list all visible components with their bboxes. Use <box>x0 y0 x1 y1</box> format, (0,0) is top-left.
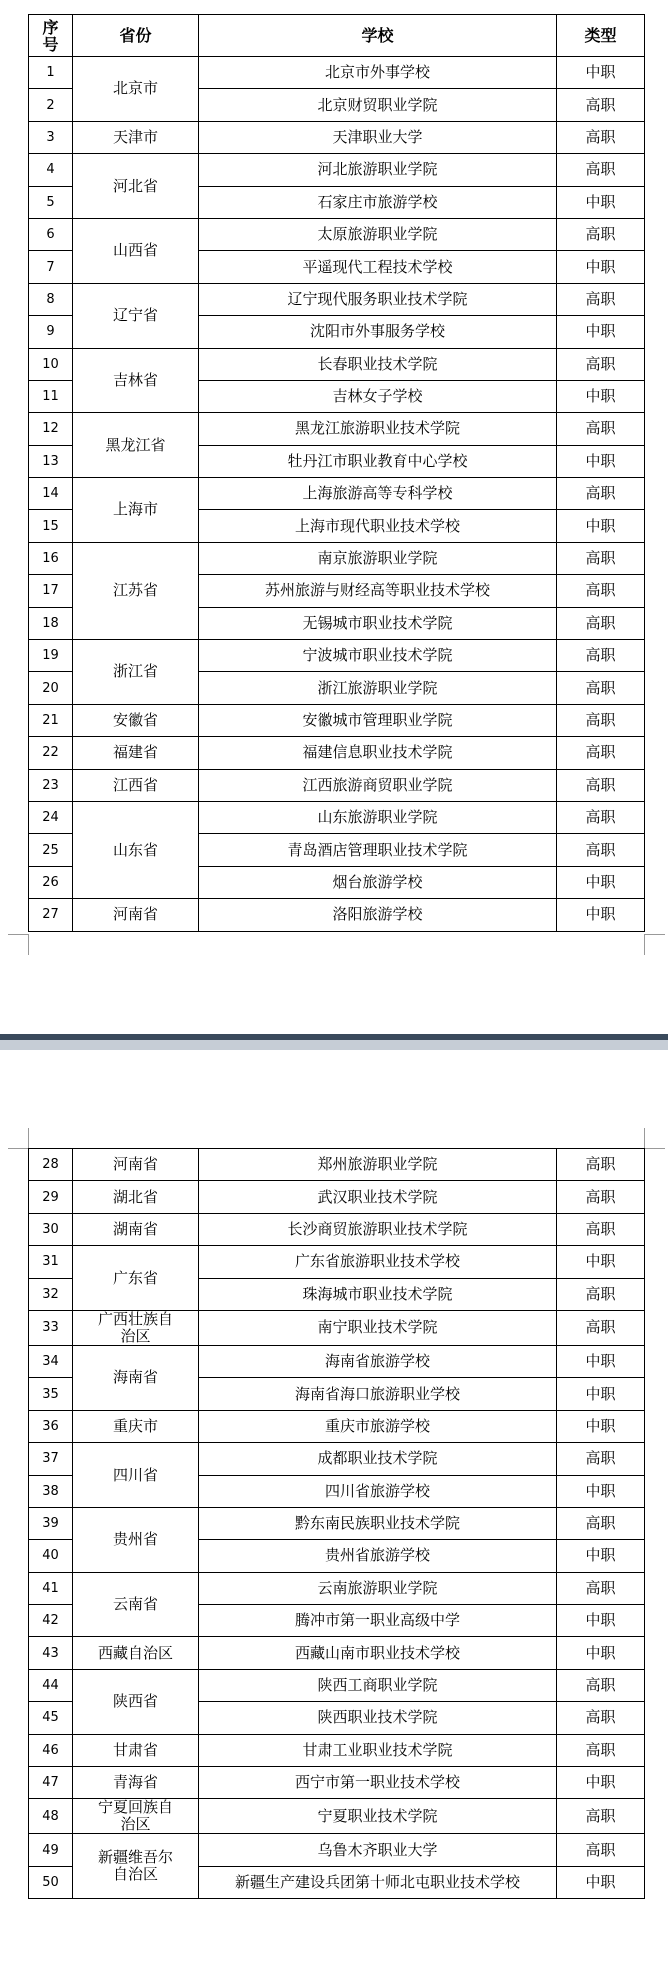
row-index: 15 <box>29 510 73 542</box>
table-row <box>29 1507 645 1539</box>
school-type: 高职 <box>557 640 645 672</box>
province-cell: 贵州省 <box>73 1507 199 1572</box>
crop-mark <box>644 934 665 955</box>
school-type: 高职 <box>557 1669 645 1701</box>
row-index: 40 <box>29 1540 73 1572</box>
province-cell: 广东省 <box>73 1246 199 1311</box>
row-index: 25 <box>29 834 73 866</box>
school-name: 江西旅游商贸职业学院 <box>199 769 557 801</box>
school-name: 南京旅游职业学院 <box>199 542 557 574</box>
row-index: 11 <box>29 380 73 412</box>
province-cell: 云南省 <box>73 1572 199 1637</box>
school-name: 辽宁现代服务职业技术学院 <box>199 283 557 315</box>
school-type: 中职 <box>557 1767 645 1799</box>
row-index: 21 <box>29 704 73 736</box>
row-index: 27 <box>29 899 73 931</box>
table-row <box>29 1669 645 1701</box>
row-index: 28 <box>29 1149 73 1181</box>
table-row <box>29 640 645 672</box>
row-index: 16 <box>29 542 73 574</box>
table-row <box>29 413 645 445</box>
school-name: 平遥现代工程技术学校 <box>199 251 557 283</box>
school-type: 高职 <box>557 834 645 866</box>
table-header-row <box>29 15 645 57</box>
header-school: 学校 <box>199 15 557 57</box>
school-type: 高职 <box>557 218 645 250</box>
school-name: 南宁职业技术学院 <box>199 1310 557 1345</box>
school-type: 高职 <box>557 1734 645 1766</box>
row-index: 31 <box>29 1246 73 1278</box>
school-name: 黔东南民族职业技术学院 <box>199 1507 557 1539</box>
school-name: 山东旅游职业学院 <box>199 801 557 833</box>
table-row <box>29 1834 645 1866</box>
province-cell: 甘肃省 <box>73 1734 199 1766</box>
school-name: 上海旅游高等专科学校 <box>199 478 557 510</box>
row-index: 41 <box>29 1572 73 1604</box>
table-row <box>29 1767 645 1799</box>
school-name: 河北旅游职业学院 <box>199 154 557 186</box>
school-name: 陕西职业技术学院 <box>199 1702 557 1734</box>
row-index: 37 <box>29 1443 73 1475</box>
row-index: 24 <box>29 801 73 833</box>
row-index: 30 <box>29 1213 73 1245</box>
table-row <box>29 121 645 153</box>
school-name: 安徽城市管理职业学院 <box>199 704 557 736</box>
table-row <box>29 1149 645 1181</box>
row-index: 18 <box>29 607 73 639</box>
province-cell: 河南省 <box>73 899 199 931</box>
school-type: 高职 <box>557 737 645 769</box>
row-index: 7 <box>29 251 73 283</box>
school-type: 高职 <box>557 801 645 833</box>
school-name: 西藏山南市职业技术学校 <box>199 1637 557 1669</box>
table-row <box>29 704 645 736</box>
school-name: 北京市外事学校 <box>199 57 557 89</box>
row-index: 20 <box>29 672 73 704</box>
school-name: 海南省旅游学校 <box>199 1345 557 1377</box>
table-row <box>29 769 645 801</box>
school-type: 高职 <box>557 672 645 704</box>
school-name: 腾冲市第一职业高级中学 <box>199 1605 557 1637</box>
school-type: 高职 <box>557 1572 645 1604</box>
province-cell: 西藏自治区 <box>73 1637 199 1669</box>
school-type: 高职 <box>557 1507 645 1539</box>
table-row <box>29 737 645 769</box>
school-type: 高职 <box>557 607 645 639</box>
province-cell: 河北省 <box>73 154 199 219</box>
table-row <box>29 57 645 89</box>
school-type: 中职 <box>557 899 645 931</box>
province-cell: 青海省 <box>73 1767 199 1799</box>
row-index: 46 <box>29 1734 73 1766</box>
province-cell: 陕西省 <box>73 1669 199 1734</box>
school-type: 中职 <box>557 510 645 542</box>
table-row <box>29 218 645 250</box>
province-cell: 重庆市 <box>73 1410 199 1442</box>
row-index: 33 <box>29 1310 73 1345</box>
school-name: 苏州旅游与财经高等职业技术学校 <box>199 575 557 607</box>
school-type: 高职 <box>557 575 645 607</box>
school-type: 中职 <box>557 316 645 348</box>
row-index: 47 <box>29 1767 73 1799</box>
school-name: 太原旅游职业学院 <box>199 218 557 250</box>
row-index: 5 <box>29 186 73 218</box>
school-type: 高职 <box>557 1702 645 1734</box>
school-type: 中职 <box>557 1540 645 1572</box>
header-index: 序号 <box>29 15 73 57</box>
province-cell: 宁夏回族自治区 <box>73 1799 199 1834</box>
table-row <box>29 1799 645 1834</box>
province-cell: 江苏省 <box>73 542 199 639</box>
school-type: 中职 <box>557 445 645 477</box>
table-row <box>29 1637 645 1669</box>
row-index: 44 <box>29 1669 73 1701</box>
school-name: 宁波城市职业技术学院 <box>199 640 557 672</box>
province-cell: 河南省 <box>73 1149 199 1181</box>
row-index: 32 <box>29 1278 73 1310</box>
province-cell: 山西省 <box>73 218 199 283</box>
row-index: 10 <box>29 348 73 380</box>
province-cell: 上海市 <box>73 478 199 543</box>
table-row <box>29 1213 645 1245</box>
school-name: 吉林女子学校 <box>199 380 557 412</box>
province-cell: 浙江省 <box>73 640 199 705</box>
table-row <box>29 801 645 833</box>
table-row <box>29 899 645 931</box>
school-table-page1 <box>28 14 645 932</box>
school-type: 高职 <box>557 413 645 445</box>
school-name: 四川省旅游学校 <box>199 1475 557 1507</box>
school-type: 高职 <box>557 478 645 510</box>
school-name: 珠海城市职业技术学院 <box>199 1278 557 1310</box>
school-type: 高职 <box>557 1310 645 1345</box>
school-type: 中职 <box>557 1246 645 1278</box>
province-cell: 辽宁省 <box>73 283 199 348</box>
school-type: 高职 <box>557 89 645 121</box>
school-type: 高职 <box>557 542 645 574</box>
row-index: 14 <box>29 478 73 510</box>
province-cell: 北京市 <box>73 57 199 122</box>
row-index: 3 <box>29 121 73 153</box>
row-index: 8 <box>29 283 73 315</box>
row-index: 23 <box>29 769 73 801</box>
school-type: 中职 <box>557 1410 645 1442</box>
school-type: 中职 <box>557 1345 645 1377</box>
row-index: 6 <box>29 218 73 250</box>
row-index: 42 <box>29 1605 73 1637</box>
school-type: 中职 <box>557 380 645 412</box>
province-cell: 吉林省 <box>73 348 199 413</box>
school-name: 上海市现代职业技术学校 <box>199 510 557 542</box>
table-row <box>29 283 645 315</box>
school-name: 长沙商贸旅游职业技术学院 <box>199 1213 557 1245</box>
province-cell: 湖北省 <box>73 1181 199 1213</box>
school-name: 宁夏职业技术学院 <box>199 1799 557 1834</box>
table-row <box>29 1310 645 1345</box>
school-name: 沈阳市外事服务学校 <box>199 316 557 348</box>
school-type: 高职 <box>557 1181 645 1213</box>
table-row <box>29 1181 645 1213</box>
province-cell: 山东省 <box>73 801 199 898</box>
school-name: 天津职业大学 <box>199 121 557 153</box>
school-name: 云南旅游职业学院 <box>199 1572 557 1604</box>
school-name: 无锡城市职业技术学院 <box>199 607 557 639</box>
table-row <box>29 1443 645 1475</box>
header-province: 省份 <box>73 15 199 57</box>
school-name: 黑龙江旅游职业技术学院 <box>199 413 557 445</box>
row-index: 2 <box>29 89 73 121</box>
row-index: 17 <box>29 575 73 607</box>
row-index: 26 <box>29 866 73 898</box>
province-cell: 天津市 <box>73 121 199 153</box>
crop-mark <box>644 1128 665 1149</box>
school-name: 牡丹江市职业教育中心学校 <box>199 445 557 477</box>
crop-mark <box>8 1128 29 1149</box>
row-index: 45 <box>29 1702 73 1734</box>
school-type: 高职 <box>557 121 645 153</box>
school-name: 新疆生产建设兵团第十师北屯职业技术学校 <box>199 1866 557 1898</box>
province-cell: 海南省 <box>73 1345 199 1410</box>
school-type: 高职 <box>557 1834 645 1866</box>
school-table-page2 <box>28 1148 645 1899</box>
row-index: 13 <box>29 445 73 477</box>
table-row <box>29 1345 645 1377</box>
school-name: 成都职业技术学院 <box>199 1443 557 1475</box>
row-index: 29 <box>29 1181 73 1213</box>
province-cell: 福建省 <box>73 737 199 769</box>
table-row <box>29 1246 645 1278</box>
table-row <box>29 348 645 380</box>
row-index: 35 <box>29 1378 73 1410</box>
table-row <box>29 1572 645 1604</box>
province-cell: 安徽省 <box>73 704 199 736</box>
school-name: 乌鲁木齐职业大学 <box>199 1834 557 1866</box>
table-row <box>29 1410 645 1442</box>
school-type: 中职 <box>557 1866 645 1898</box>
school-type: 中职 <box>557 866 645 898</box>
school-type: 高职 <box>557 1443 645 1475</box>
school-name: 长春职业技术学院 <box>199 348 557 380</box>
table-row <box>29 1734 645 1766</box>
school-type: 中职 <box>557 1605 645 1637</box>
school-name: 石家庄市旅游学校 <box>199 186 557 218</box>
school-name: 海南省海口旅游职业学校 <box>199 1378 557 1410</box>
school-type: 中职 <box>557 1637 645 1669</box>
header-type: 类型 <box>557 15 645 57</box>
school-type: 中职 <box>557 186 645 218</box>
row-index: 49 <box>29 1834 73 1866</box>
school-name: 甘肃工业职业技术学院 <box>199 1734 557 1766</box>
school-name: 陕西工商职业学院 <box>199 1669 557 1701</box>
crop-mark <box>8 934 29 955</box>
row-index: 34 <box>29 1345 73 1377</box>
school-type: 中职 <box>557 251 645 283</box>
table-row <box>29 154 645 186</box>
row-index: 1 <box>29 57 73 89</box>
school-name: 广东省旅游职业技术学校 <box>199 1246 557 1278</box>
page-gap <box>0 1040 668 1050</box>
row-index: 22 <box>29 737 73 769</box>
row-index: 43 <box>29 1637 73 1669</box>
school-type: 中职 <box>557 1475 645 1507</box>
row-index: 50 <box>29 1866 73 1898</box>
school-type: 中职 <box>557 1378 645 1410</box>
school-name: 北京财贸职业学院 <box>199 89 557 121</box>
school-type: 高职 <box>557 1149 645 1181</box>
row-index: 36 <box>29 1410 73 1442</box>
school-name: 郑州旅游职业学院 <box>199 1149 557 1181</box>
school-type: 高职 <box>557 704 645 736</box>
school-type: 高职 <box>557 1213 645 1245</box>
row-index: 39 <box>29 1507 73 1539</box>
school-type: 中职 <box>557 57 645 89</box>
school-type: 高职 <box>557 1278 645 1310</box>
row-index: 12 <box>29 413 73 445</box>
school-name: 浙江旅游职业学院 <box>199 672 557 704</box>
school-name: 福建信息职业技术学院 <box>199 737 557 769</box>
province-cell: 江西省 <box>73 769 199 801</box>
row-index: 48 <box>29 1799 73 1834</box>
school-name: 青岛酒店管理职业技术学院 <box>199 834 557 866</box>
school-name: 贵州省旅游学校 <box>199 1540 557 1572</box>
school-type: 高职 <box>557 348 645 380</box>
school-name: 西宁市第一职业技术学校 <box>199 1767 557 1799</box>
province-cell: 四川省 <box>73 1443 199 1508</box>
province-cell: 黑龙江省 <box>73 413 199 478</box>
school-type: 高职 <box>557 769 645 801</box>
school-name: 烟台旅游学校 <box>199 866 557 898</box>
school-type: 高职 <box>557 1799 645 1834</box>
province-cell: 新疆维吾尔自治区 <box>73 1834 199 1899</box>
row-index: 38 <box>29 1475 73 1507</box>
school-type: 高职 <box>557 283 645 315</box>
row-index: 19 <box>29 640 73 672</box>
province-cell: 广西壮族自治区 <box>73 1310 199 1345</box>
row-index: 9 <box>29 316 73 348</box>
row-index: 4 <box>29 154 73 186</box>
school-name: 重庆市旅游学校 <box>199 1410 557 1442</box>
school-name: 武汉职业技术学院 <box>199 1181 557 1213</box>
school-name: 洛阳旅游学校 <box>199 899 557 931</box>
table-row <box>29 478 645 510</box>
school-type: 高职 <box>557 154 645 186</box>
table-row <box>29 542 645 574</box>
province-cell: 湖南省 <box>73 1213 199 1245</box>
